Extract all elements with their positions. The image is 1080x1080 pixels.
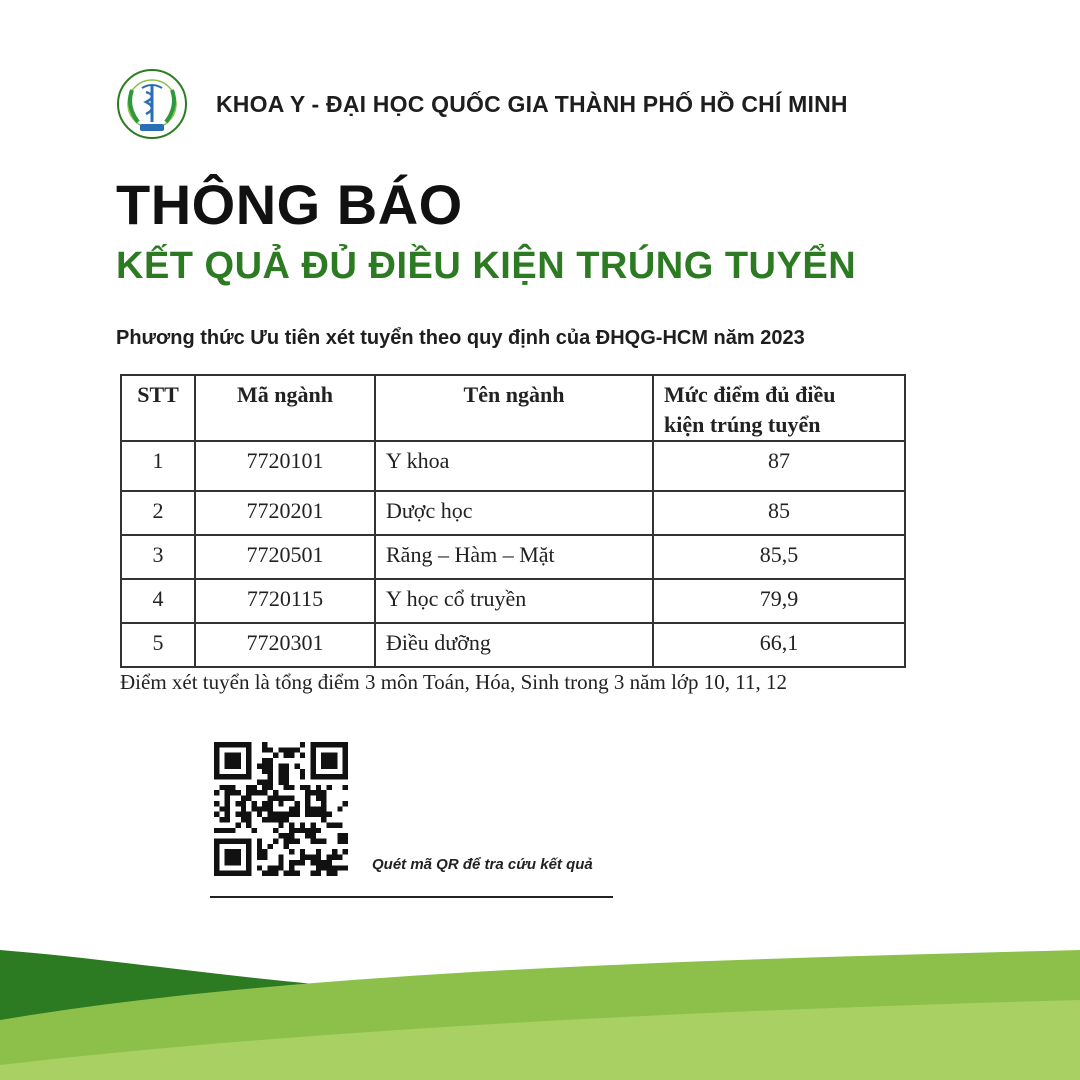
scoring-note: Điểm xét tuyển là tổng điểm 3 môn Toán, Hóa, Sinh trong 3 năm lớp 10, 11, 12: [120, 670, 787, 694]
cell-score: 66,1: [653, 623, 905, 667]
table-row: [121, 579, 905, 623]
cell-stt: 5: [121, 623, 195, 667]
cell-code: 7720301: [195, 623, 375, 667]
cell-stt: 2: [121, 491, 195, 535]
table-row: [121, 535, 905, 579]
cell-stt: 4: [121, 579, 195, 623]
cell-name: Điều dưỡng: [375, 623, 653, 667]
admission-method: Phương thức Ưu tiên xét tuyển theo quy định của ĐHQG-HCM năm 2023: [116, 327, 805, 349]
cell-stt: 3: [121, 535, 195, 579]
results-table: [120, 374, 906, 668]
caduceus-laurel-emblem-icon: [116, 68, 188, 140]
header-code: Mã ngành: [195, 375, 375, 441]
header: [116, 68, 848, 140]
page-subtitle: KẾT QUẢ ĐỦ ĐIỀU KIỆN TRÚNG TUYỂN: [116, 245, 857, 287]
cell-name: Dược học: [375, 491, 653, 535]
table-header-row: [121, 375, 905, 441]
cell-stt: 1: [121, 441, 195, 491]
decorative-waves: [0, 930, 1080, 1080]
qr-code-icon[interactable]: [214, 742, 348, 876]
cell-score: 85,5: [653, 535, 905, 579]
header-name: Tên ngành: [375, 375, 653, 441]
page-title: THÔNG BÁO: [116, 173, 463, 236]
cell-code: 7720101: [195, 441, 375, 491]
cell-name: Y học cổ truyền: [375, 579, 653, 623]
qr-caption: Quét mã QR để tra cứu kết quả: [372, 856, 593, 873]
cell-name: Răng – Hàm – Mặt: [375, 535, 653, 579]
cell-score: 79,9: [653, 579, 905, 623]
table-row: [121, 623, 905, 667]
header-score: [653, 375, 905, 441]
cell-code: 7720201: [195, 491, 375, 535]
table-row: [121, 441, 905, 491]
cell-name: Y khoa: [375, 441, 653, 491]
header-score-line2: kiện trúng tuyển: [664, 412, 821, 437]
divider-line: [210, 896, 613, 898]
table-row: [121, 491, 905, 535]
cell-score: 87: [653, 441, 905, 491]
header-score-line1: Mức điểm đủ điều: [664, 382, 836, 407]
org-name: KHOA Y - ĐẠI HỌC QUỐC GIA THÀNH PHỐ HỒ CHÍ MINH: [216, 90, 848, 117]
cell-code: 7720501: [195, 535, 375, 579]
cell-score: 85: [653, 491, 905, 535]
header-stt: STT: [121, 375, 195, 441]
cell-code: 7720115: [195, 579, 375, 623]
